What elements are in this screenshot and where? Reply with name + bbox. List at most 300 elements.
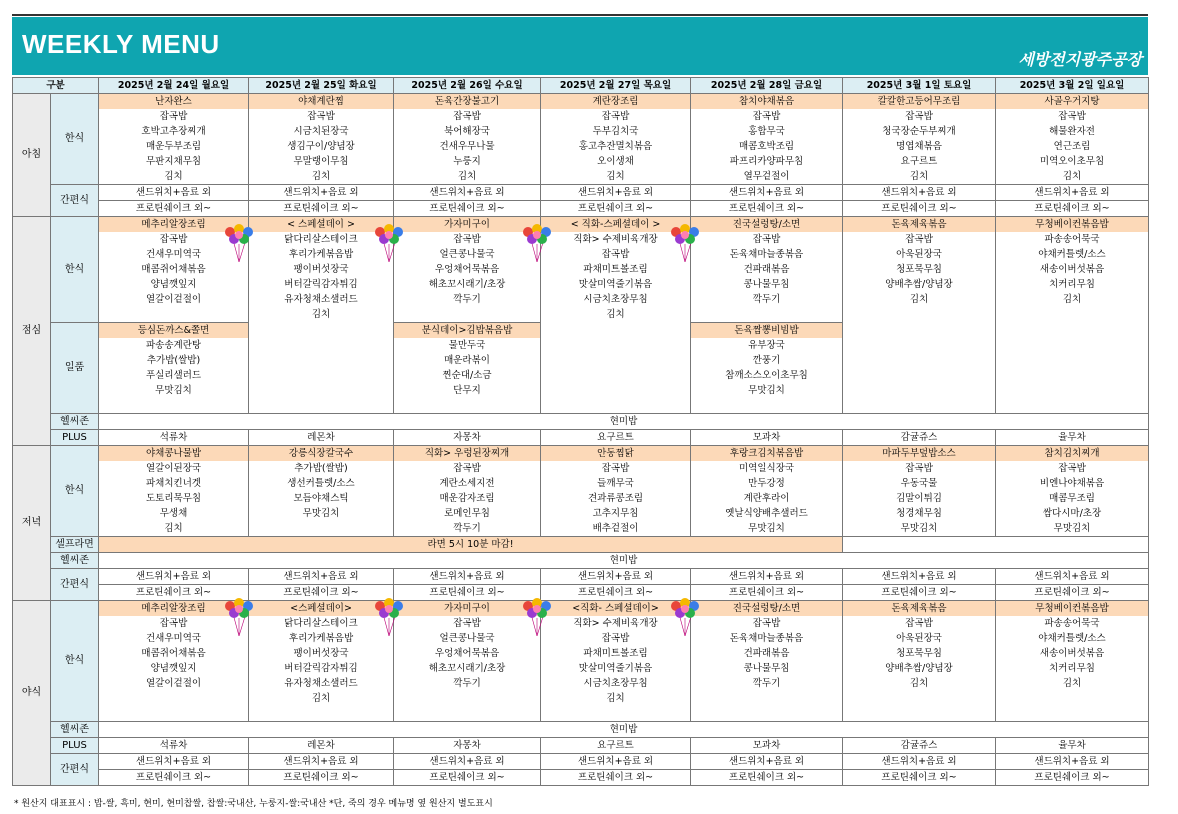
table-row: [13, 521, 1149, 537]
menu-main-dish: 난자완스: [99, 94, 249, 110]
ilpum-item: 찐순대/소금: [394, 368, 541, 383]
balloon-icon: [520, 222, 554, 262]
menu-main-dish: < 직화-스페셜데이 >: [541, 217, 691, 233]
menu-item: [249, 338, 394, 353]
menu-item: 잡곡밥: [249, 109, 394, 124]
menu-item: 오이생채: [541, 154, 691, 169]
menu-item: 홍고추잔멸치볶음: [541, 139, 691, 154]
menu-main-dish: 참치김치찌개: [996, 446, 1149, 462]
menu-item: 김치: [541, 691, 691, 706]
menu-item: [541, 338, 691, 353]
table-row: [13, 446, 1149, 462]
menu-item: [249, 368, 394, 383]
snack-item: 프로틴쉐이크 외~: [541, 585, 691, 601]
menu-item: 청국장순두부찌개: [843, 124, 996, 139]
table-row: [13, 109, 1149, 124]
menu-item: 계란소세지전: [394, 476, 541, 491]
table-row: [13, 139, 1149, 154]
menu-item: 해초꼬시래기/초장: [394, 661, 541, 676]
table-row: [13, 476, 1149, 491]
menu-item: 잡곡밥: [99, 616, 249, 631]
table-row: [13, 585, 1149, 601]
menu-item: [843, 338, 996, 353]
menu-item: 파송송어묵국: [996, 616, 1149, 631]
table-row: [13, 169, 1149, 185]
section-health: 헬씨존: [51, 722, 99, 738]
menu-main-dish: 가자미구이: [394, 217, 541, 233]
ilpum-item: 무맛김치: [691, 383, 843, 398]
table-row: [13, 262, 1149, 277]
menu-item: 건파래볶음: [691, 646, 843, 661]
snack-item: 샌드위치+음료 외: [394, 754, 541, 770]
meal-lunch: 점심: [13, 217, 51, 446]
menu-item: 잡곡밥: [99, 109, 249, 124]
menu-item: 무말랭이무침: [249, 154, 394, 169]
menu-item: 잡곡밥: [691, 109, 843, 124]
table-row: [13, 661, 1149, 676]
menu-item: 호박고추장찌개: [99, 124, 249, 139]
table-row: [13, 353, 1149, 368]
menu-main-dish: 야채계란찜: [249, 94, 394, 110]
day-header: 2025년 2월 27일 목요일: [541, 78, 691, 94]
menu-item: [394, 691, 541, 706]
menu-item: [843, 323, 996, 339]
menu-main-dish: < 스페셜데이 >: [249, 217, 394, 233]
menu-item: 우동국물: [843, 476, 996, 491]
top-rule: [12, 14, 1148, 16]
menu-item: 잡곡밥: [541, 247, 691, 262]
menu-item: 잡곡밥: [691, 616, 843, 631]
menu-item: 잡곡밥: [843, 616, 996, 631]
menu-item: 치커리무침: [996, 661, 1149, 676]
menu-item: 버터갈릭감자튀김: [249, 277, 394, 292]
menu-item: 깍두기: [691, 292, 843, 307]
snack-item: 샌드위치+음료 외: [99, 754, 249, 770]
menu-item: 건파래볶음: [691, 262, 843, 277]
menu-item: 열갈이된장국: [99, 461, 249, 476]
menu-item: 치커리무침: [996, 277, 1149, 292]
menu-item: 열무겉절이: [691, 169, 843, 185]
ramen-notice: 라면 5시 10분 마감!: [99, 537, 843, 553]
snack-item: 샌드위치+음료 외: [996, 569, 1149, 585]
section-plus: PLUS: [51, 738, 99, 754]
menu-item: 시금치된장국: [249, 124, 394, 139]
snack-item: 샌드위치+음료 외: [843, 569, 996, 585]
menu-main-dish: 돈육간장불고기: [394, 94, 541, 110]
menu-item: 청포묵무침: [843, 646, 996, 661]
table-row: [13, 247, 1149, 262]
meal-breakfast: 아침: [13, 94, 51, 217]
menu-item: 추가밥(쌀밥): [249, 461, 394, 476]
menu-item: 아욱된장국: [843, 247, 996, 262]
section-ilpum: 일품: [51, 323, 99, 414]
menu-item: 직화> 수제비육개장: [541, 232, 691, 247]
table-row: [13, 201, 1149, 217]
menu-item: 만두강정: [691, 476, 843, 491]
menu-item: 해물완자전: [996, 124, 1149, 139]
table-row: [13, 292, 1149, 307]
menu-item: 매콤무조림: [996, 491, 1149, 506]
snack-item: 샌드위치+음료 외: [996, 185, 1149, 201]
menu-item: 아욱된장국: [843, 631, 996, 646]
table-row: [13, 94, 1149, 110]
plus-item: 율무차: [996, 738, 1149, 754]
menu-main-dish: 돈육제육볶음: [843, 217, 996, 233]
ilpum-item: [691, 398, 843, 414]
table-row: [13, 277, 1149, 292]
table-row: [13, 124, 1149, 139]
menu-item: 잡곡밥: [843, 461, 996, 476]
menu-item: [249, 398, 394, 414]
menu-item: 김치: [99, 521, 249, 537]
menu-item: 김치: [996, 169, 1149, 185]
table-row: [13, 323, 1149, 339]
menu-item: 홍합무국: [691, 124, 843, 139]
section-ramen: 셀프라면: [51, 537, 99, 553]
menu-item: 들깨무국: [541, 476, 691, 491]
menu-item: 김치: [996, 292, 1149, 307]
menu-item: 해초꼬시래기/초장: [394, 277, 541, 292]
table-row: [13, 78, 1149, 94]
plus-item: 레몬차: [249, 430, 394, 446]
snack-item: 샌드위치+음료 외: [691, 754, 843, 770]
table-row: [13, 383, 1149, 398]
snack-item: 샌드위치+음료 외: [394, 569, 541, 585]
table-row: [13, 154, 1149, 169]
menu-item: [691, 706, 843, 722]
menu-item: 무맛김치: [996, 521, 1149, 537]
menu-item: [843, 368, 996, 383]
table-row: [13, 307, 1149, 323]
table-row: [13, 646, 1149, 661]
snack-item: 프로틴쉐이크 외~: [394, 770, 541, 786]
snack-item: 프로틴쉐이크 외~: [691, 585, 843, 601]
menu-item: 잡곡밥: [541, 461, 691, 476]
day-header: 2025년 3월 2일 일요일: [996, 78, 1149, 94]
menu-item: [691, 691, 843, 706]
menu-main-dish: 야채콩나물밥: [99, 446, 249, 462]
menu-header: [12, 17, 1148, 75]
plus-item: 율무차: [996, 430, 1149, 446]
snack-item: 프로틴쉐이크 외~: [996, 770, 1149, 786]
menu-item: [541, 353, 691, 368]
menu-item: 건새우무나물: [394, 139, 541, 154]
menu-main-dish: 진국설렁탕/소면: [691, 601, 843, 617]
ilpum-item: 유부장국: [691, 338, 843, 353]
table-row: [13, 631, 1149, 646]
plus-item: 석류차: [99, 430, 249, 446]
menu-item: [541, 368, 691, 383]
menu-item: [541, 323, 691, 339]
menu-item: 김치: [541, 307, 691, 323]
snack-item: 샌드위치+음료 외: [249, 569, 394, 585]
menu-item: 무맛김치: [691, 521, 843, 537]
menu-item: 김치: [394, 169, 541, 185]
snack-item: 프로틴쉐이크 외~: [541, 201, 691, 217]
menu-main-dish: 칼칼한고등어무조림: [843, 94, 996, 110]
menu-item: 매콤호박조림: [691, 139, 843, 154]
ilpum-main-dish: 등심돈까스&쫄면: [99, 323, 249, 339]
table-row: [13, 338, 1149, 353]
ilpum-item: 추가밥(쌀밥): [99, 353, 249, 368]
section-korean: 한식: [51, 601, 99, 722]
menu-item: 고추지무침: [541, 506, 691, 521]
menu-item: 매운두부조림: [99, 139, 249, 154]
menu-item: 매콤쥐어채볶음: [99, 646, 249, 661]
menu-main-dish: 참치야채볶음: [691, 94, 843, 110]
menu-item: 양념깻잎지: [99, 277, 249, 292]
plus-item: 요구르트: [541, 430, 691, 446]
section-health: 헬씨존: [51, 553, 99, 569]
menu-item: 무판지채무침: [99, 154, 249, 169]
day-header: 2025년 2월 28일 금요일: [691, 78, 843, 94]
menu-main-dish: <스페셜데이>: [249, 601, 394, 617]
menu-item: 미역일식장국: [691, 461, 843, 476]
day-header: 2025년 2월 26일 수요일: [394, 78, 541, 94]
menu-item: 무생채: [99, 506, 249, 521]
menu-item: 양념깻잎지: [99, 661, 249, 676]
menu-item: 시금치초장무침: [541, 676, 691, 691]
table-row: [13, 738, 1149, 754]
snack-item: 프로틴쉐이크 외~: [394, 585, 541, 601]
table-row: [13, 217, 1149, 233]
menu-main-dish: 후랑크김치볶음밥: [691, 446, 843, 462]
meal-dinner: 저녁: [13, 446, 51, 601]
menu-item: 유자청채소샐러드: [249, 676, 394, 691]
snack-item: 샌드위치+음료 외: [99, 185, 249, 201]
menu-item: [99, 307, 249, 323]
ilpum-main-dish: 돈육짬뽕비빔밥: [691, 323, 843, 339]
menu-item: [394, 706, 541, 722]
menu-item: 김치: [843, 292, 996, 307]
table-row: [13, 754, 1149, 770]
menu-item: 잡곡밥: [843, 232, 996, 247]
section-snack: 간편식: [51, 754, 99, 786]
table-row: [13, 601, 1149, 617]
snack-item: 프로틴쉐이크 외~: [249, 585, 394, 601]
menu-item: 얼큰콩나물국: [394, 631, 541, 646]
day-header: 2025년 2월 25일 화요일: [249, 78, 394, 94]
menu-item: 우엉채어묵볶음: [394, 262, 541, 277]
menu-item: 파채미트볼조림: [541, 262, 691, 277]
menu-item: 김치: [249, 691, 394, 706]
header-category: 구분: [13, 78, 99, 94]
plus-item: 석류차: [99, 738, 249, 754]
plus-item: 감귤쥬스: [843, 738, 996, 754]
section-korean: 한식: [51, 446, 99, 537]
section-snack: 간편식: [51, 569, 99, 601]
health-item: 현미밥: [99, 722, 1149, 738]
menu-main-dish: 무청베이컨볶음밥: [996, 601, 1149, 617]
menu-main-dish: 진국설렁탕/소면: [691, 217, 843, 233]
section-korean: 한식: [51, 217, 99, 323]
menu-item: 양배추쌈/양념장: [843, 661, 996, 676]
ilpum-item: 단무지: [394, 383, 541, 398]
menu-item: 모듬야채스틱: [249, 491, 394, 506]
balloon-icon: [222, 222, 256, 262]
blank-cell: [843, 537, 1149, 553]
menu-item: 매콤쥐어채볶음: [99, 262, 249, 277]
ilpum-item: [99, 398, 249, 414]
snack-item: 프로틴쉐이크 외~: [843, 201, 996, 217]
menu-item: [843, 691, 996, 706]
menu-item: 누룽지: [394, 154, 541, 169]
menu-item: 옛날식양배추샐러드: [691, 506, 843, 521]
menu-item: [996, 338, 1149, 353]
plus-item: 레몬차: [249, 738, 394, 754]
table-row: [13, 232, 1149, 247]
menu-item: 파프리카양파무침: [691, 154, 843, 169]
menu-item: 잡곡밥: [996, 461, 1149, 476]
menu-item: [996, 368, 1149, 383]
snack-item: 프로틴쉐이크 외~: [996, 201, 1149, 217]
menu-item: 잡곡밥: [843, 109, 996, 124]
snack-item: 샌드위치+음료 외: [394, 185, 541, 201]
snack-item: 프로틴쉐이크 외~: [843, 585, 996, 601]
menu-item: 도토리묵무침: [99, 491, 249, 506]
snack-item: 프로틴쉐이크 외~: [99, 585, 249, 601]
snack-item: 프로틴쉐이크 외~: [541, 770, 691, 786]
menu-main-dish: 가자미구이: [394, 601, 541, 617]
snack-item: 샌드위치+음료 외: [249, 754, 394, 770]
menu-item: 잡곡밥: [99, 232, 249, 247]
menu-main-dish: 사골우거지탕: [996, 94, 1149, 110]
menu-item: [249, 323, 394, 339]
snack-item: 프로틴쉐이크 외~: [996, 585, 1149, 601]
balloon-icon: [668, 222, 702, 262]
menu-item: 맛살미역줄기볶음: [541, 661, 691, 676]
menu-item: 김치: [99, 169, 249, 185]
menu-item: [996, 691, 1149, 706]
table-row: [13, 770, 1149, 786]
snack-item: 프로틴쉐이크 외~: [249, 770, 394, 786]
menu-item: 야채커틀렛/소스: [996, 631, 1149, 646]
menu-item: 시금치초장무침: [541, 292, 691, 307]
plus-item: 감귤쥬스: [843, 430, 996, 446]
menu-item: 김치: [996, 676, 1149, 691]
menu-item: 잡곡밥: [394, 232, 541, 247]
plus-item: 모과차: [691, 738, 843, 754]
menu-item: 야채커틀렛/소스: [996, 247, 1149, 262]
menu-main-dish: 메추리알장조림: [99, 601, 249, 617]
snack-item: 프로틴쉐이크 외~: [843, 770, 996, 786]
menu-item: 청경채무침: [843, 506, 996, 521]
menu-item: 열갈이겉절이: [99, 676, 249, 691]
health-item: 현미밥: [99, 414, 1149, 430]
day-header: 2025년 2월 24일 월요일: [99, 78, 249, 94]
menu-item: 닭다리살스테이크: [249, 232, 394, 247]
menu-item: 생김구이/양념장: [249, 139, 394, 154]
menu-main-dish: 무청베이컨볶음밥: [996, 217, 1149, 233]
ilpum-item: 물만두국: [394, 338, 541, 353]
snack-item: 프로틴쉐이크 외~: [691, 201, 843, 217]
menu-item: 잡곡밥: [691, 232, 843, 247]
menu-item: 후리가케볶음밥: [249, 247, 394, 262]
menu-item: 잡곡밥: [541, 109, 691, 124]
menu-item: 깍두기: [394, 521, 541, 537]
section-plus: PLUS: [51, 430, 99, 446]
menu-main-dish: 직화> 우렁된장찌개: [394, 446, 541, 462]
snack-item: 샌드위치+음료 외: [541, 569, 691, 585]
table-row: [13, 398, 1149, 414]
table-row: [13, 430, 1149, 446]
menu-item: 깍두기: [394, 676, 541, 691]
menu-item: 콩나물무침: [691, 277, 843, 292]
menu-item: 김치: [249, 307, 394, 323]
menu-item: 요구르트: [843, 154, 996, 169]
section-snack: 간편식: [51, 185, 99, 217]
snack-item: 프로틴쉐이크 외~: [99, 201, 249, 217]
menu-item: 김치: [843, 676, 996, 691]
menu-item: 잡곡밥: [394, 461, 541, 476]
menu-item: 명엽채볶음: [843, 139, 996, 154]
menu-item: [843, 398, 996, 414]
ilpum-item: 깐풍기: [691, 353, 843, 368]
snack-item: 샌드위치+음료 외: [843, 754, 996, 770]
menu-item: 잡곡밥: [996, 109, 1149, 124]
menu-item: [996, 323, 1149, 339]
menu-item: 팽이버섯장국: [249, 262, 394, 277]
menu-main-dish: <직화- 스페셜데이>: [541, 601, 691, 617]
table-row: [13, 185, 1149, 201]
snack-item: 프로틴쉐이크 외~: [691, 770, 843, 786]
balloon-icon: [222, 596, 256, 636]
balloon-icon: [372, 222, 406, 262]
snack-item: 샌드위치+음료 외: [249, 185, 394, 201]
menu-item: [843, 383, 996, 398]
menu-item: 열갈이겉절이: [99, 292, 249, 307]
menu-item: [249, 353, 394, 368]
menu-item: 새송이버섯볶음: [996, 646, 1149, 661]
menu-item: [249, 521, 394, 537]
menu-item: 돈육채마늘종볶음: [691, 247, 843, 262]
plus-item: 자몽차: [394, 430, 541, 446]
menu-item: 두부김치국: [541, 124, 691, 139]
menu-item: 직화> 수제비육개장: [541, 616, 691, 631]
menu-main-dish: 안동찜닭: [541, 446, 691, 462]
menu-item: [541, 383, 691, 398]
table-row: [13, 553, 1149, 569]
menu-item: [99, 691, 249, 706]
menu-item: 북어해장국: [394, 124, 541, 139]
menu-item: 양배추쌈/양념장: [843, 277, 996, 292]
menu-item: [691, 307, 843, 323]
origin-note: * 원산지 대표표시 : 밥-쌀, 흑미, 현미, 현미찹쌀, 찹쌀:국내산, 누룽지-쌀:국내산 *단, 죽의 경우 메뉴명 옆 원산지 별도표시: [14, 799, 493, 809]
menu-item: 팽이버섯장국: [249, 646, 394, 661]
menu-item: [99, 706, 249, 722]
menu-item: 무맛김치: [843, 521, 996, 537]
ilpum-item: 참깨소스오이초무침: [691, 368, 843, 383]
day-header: 2025년 3월 1일 토요일: [843, 78, 996, 94]
menu-item: 새송이버섯볶음: [996, 262, 1149, 277]
ilpum-item: 매운라볶이: [394, 353, 541, 368]
menu-item: [996, 353, 1149, 368]
snack-item: 샌드위치+음료 외: [843, 185, 996, 201]
menu-item: [996, 706, 1149, 722]
balloon-icon: [372, 596, 406, 636]
ilpum-item: 푸실리샐러드: [99, 368, 249, 383]
menu-item: 견과류콩조림: [541, 491, 691, 506]
ilpum-item: 무맛김치: [99, 383, 249, 398]
snack-item: 샌드위치+음료 외: [691, 569, 843, 585]
menu-item: 깍두기: [394, 292, 541, 307]
section-korean: 한식: [51, 94, 99, 185]
menu-item: 매운감자조림: [394, 491, 541, 506]
menu-item: [843, 353, 996, 368]
menu-item: 맛살미역줄기볶음: [541, 277, 691, 292]
menu-item: 버터갈릭감자튀김: [249, 661, 394, 676]
table-row: [13, 722, 1149, 738]
